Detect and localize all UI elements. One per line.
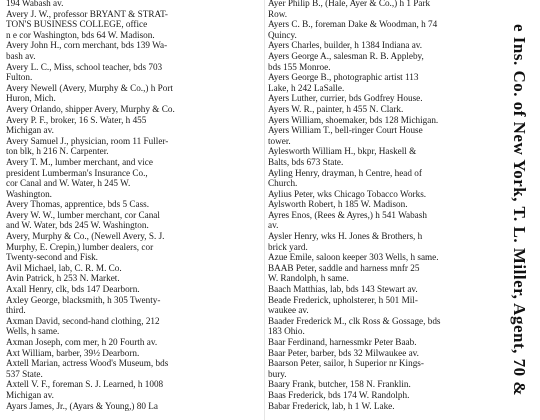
directory-entry xyxy=(268,0,498,19)
entry-line: Avery Orlando, shipper Avery, Murphy & Co. xyxy=(6,103,175,114)
entry-line: Aysler Henry, wks H. Jones & Brothers, h xyxy=(268,231,423,242)
entry-line: Twenty-second and Fisk. xyxy=(6,252,98,263)
entry-line: 183 Ohio. xyxy=(268,326,305,337)
directory-entry xyxy=(268,189,498,200)
entry-line: Axtell Marian, actress Wood's Museum, bds xyxy=(6,358,169,369)
directory-entry xyxy=(268,104,498,115)
directory-entry xyxy=(6,337,262,348)
directory-entry xyxy=(6,263,262,274)
directory-entry xyxy=(268,284,498,295)
column-divider xyxy=(264,0,265,420)
directory-entry xyxy=(268,51,498,72)
directory-entry xyxy=(6,0,262,9)
entry-line: av. xyxy=(268,220,279,231)
entry-line: Baader Frederick M., clk Ross & Gossage, bds xyxy=(268,315,441,326)
entry-line: Avil Michael, lab, C. R. M. Co. xyxy=(6,262,122,273)
directory-entry xyxy=(268,115,498,126)
directory-entry xyxy=(6,210,262,231)
entry-line: Beade Frederick, upholsterer, h 501 Mil- xyxy=(268,294,418,305)
entry-line: Ayers Luther, currier, bds Godfrey House. xyxy=(268,93,423,104)
margin-advertisement-text: e Ins. Co. of New York, T. L. Miller, Agent, 70 & xyxy=(510,23,529,397)
entry-line: 537 State. xyxy=(6,368,43,379)
entry-line: Axtell V. F., foreman S. J. Learned, h 1008 xyxy=(6,379,164,390)
directory-entry xyxy=(6,358,262,379)
entry-line: Avery John H., corn merchant, bds 139 Wa- xyxy=(6,40,168,51)
entry-line: Avery, Murphy & Co., (Newell Avery, S. J. xyxy=(6,231,165,242)
entry-line: Baarson Peter, sailor, h Superior nr Kings- xyxy=(268,358,424,369)
entry-line: Azue Emile, saloon keeper 303 Wells, h same. xyxy=(268,252,439,263)
entry-line: W. Randolph, h same. xyxy=(268,273,349,284)
entry-line: bury. xyxy=(268,368,287,379)
directory-entry xyxy=(268,295,498,316)
directory-entry xyxy=(268,390,498,401)
entry-line: Huron, Mich. xyxy=(6,93,56,104)
entry-line: Ayers W. R., painter, h 455 N. Clark. xyxy=(268,103,404,114)
entry-line: Washington. xyxy=(6,188,52,199)
directory-entry xyxy=(268,125,498,146)
entry-line: Avery Thomas, apprentice, bds 5 Cass. xyxy=(6,199,150,210)
directory-entry xyxy=(6,273,262,284)
directory-entry xyxy=(6,379,262,400)
entry-line: Avery Samuel J., physician, room 11 Fuller- xyxy=(6,135,169,146)
entry-line: BAAB Peter, saddle and harness mnfr 25 xyxy=(268,262,420,273)
directory-entry xyxy=(6,40,262,61)
entry-line: Fulton. xyxy=(6,72,33,83)
directory-entry xyxy=(268,93,498,104)
entry-line: Ayers William, shoemaker, bds 128 Michigan. xyxy=(268,114,439,125)
right-column xyxy=(268,0,498,411)
directory-entry xyxy=(268,199,498,210)
margin-advertisement xyxy=(504,0,534,420)
directory-entry xyxy=(6,401,262,412)
entry-line: Lake, h 242 LaSalle. xyxy=(268,82,345,93)
entry-line: Michigan av. xyxy=(6,389,54,400)
entry-line: Avin Patrick, h 253 N. Market. xyxy=(6,273,120,284)
entry-line: third. xyxy=(6,305,26,316)
entry-line: Ayer Philip B., (Hale, Ayer & Co.,) h 1 Park xyxy=(268,0,431,8)
entry-line: Axman Joseph, com mer, h 20 Fourth av. xyxy=(6,337,158,347)
entry-line: Avery P. F., broker, 16 S. Water, h 455 xyxy=(6,114,147,125)
directory-entry xyxy=(268,379,498,390)
entry-line: cor Canal and W. Water, h 245 W. xyxy=(6,178,131,189)
entry-line: Ayling Henry, drayman, h Centre, head of xyxy=(268,167,422,178)
entry-line: Balts, bds 673 State. xyxy=(268,156,344,167)
directory-entry xyxy=(268,401,498,412)
entry-line: Aylsworth Robert, h 185 W. Madison. xyxy=(268,199,408,210)
directory-entry xyxy=(268,348,498,359)
directory-entry xyxy=(6,157,262,199)
entry-line: Baach Matthias, lab, bds 143 Stewart av. xyxy=(268,284,418,295)
directory-entry xyxy=(6,348,262,359)
directory-entry xyxy=(268,72,498,93)
entry-line: Avery L. C., Miss, school teacher, bds 703 xyxy=(6,61,163,72)
entry-line: Ayres Enos, (Rees & Ayres,) h 541 Wabash xyxy=(268,209,427,220)
directory-entry xyxy=(6,83,262,104)
entry-line: bds 155 Monroe. xyxy=(268,61,331,72)
entry-line: president Lumberman's Insurance Co., xyxy=(6,167,148,178)
entry-line: Axt William, barber, 39½ Dearborn. xyxy=(6,347,140,358)
directory-entry xyxy=(268,168,498,189)
directory-entry xyxy=(6,9,262,41)
directory-entry xyxy=(268,252,498,263)
entry-line: Ayers George B., photographic artist 113 xyxy=(268,72,419,83)
directory-entry xyxy=(268,210,498,231)
entry-line: Wells, h same. xyxy=(6,326,60,337)
entry-line: Ayars James, Jr., (Ayars & Young,) 80 La xyxy=(6,400,158,411)
left-column xyxy=(6,0,262,411)
directory-entry xyxy=(6,284,262,295)
directory-entry xyxy=(268,358,498,379)
entry-line: Babar Frederick, lab, h 1 W. Lake. xyxy=(268,400,395,411)
directory-entry xyxy=(268,263,498,284)
entry-line: Quincy. xyxy=(268,29,297,40)
directory-entry xyxy=(268,40,498,51)
entry-line: Baar Ferdinand, harnessmkr Peter Baab. xyxy=(268,337,417,347)
entry-line: Avery J. W., professor BRYANT & STRAT- xyxy=(6,8,168,19)
entry-line: Ayers George A., salesman R. B. Appleby, xyxy=(268,50,424,61)
entry-line: Murphy, E. Crepin,) lumber dealers, cor xyxy=(6,241,154,252)
entry-line: Baas Frederick, bds 174 W. Randolph. xyxy=(268,389,410,400)
entry-line: Axman David, second-hand clothing, 212 xyxy=(6,315,160,326)
entry-line: Baar Peter, barber, bds 32 Milwaukee av. xyxy=(268,347,419,358)
entry-line: Avery W. W., lumber merchant, cor Canal xyxy=(6,209,160,220)
entry-line: Ayers Charles, builder, h 1384 Indiana av. xyxy=(268,40,423,51)
entry-line: brick yard. xyxy=(268,241,308,252)
entry-line: Aylius Peter, wks Chicago Tobacco Works. xyxy=(268,188,427,199)
directory-entry xyxy=(268,231,498,252)
entry-line: bash av. xyxy=(6,50,36,61)
entry-line: Avery Newell (Avery, Murphy & Co.,) h Port xyxy=(6,82,173,93)
entry-line: and W. Water, bds 245 W. Washington. xyxy=(6,220,149,231)
directory-entry xyxy=(268,19,498,40)
entry-line: Axley George, blacksmith, h 305 Twenty- xyxy=(6,294,161,305)
entry-line: Axall Henry, clk, bds 147 Dearborn. xyxy=(6,284,140,295)
directory-entry xyxy=(268,337,498,348)
directory-entry xyxy=(268,146,498,167)
entry-line: 194 Wabash av. xyxy=(6,0,64,8)
entry-line: ton blk, h 216 N. Carpenter. xyxy=(6,146,109,157)
entry-line: Church. xyxy=(268,178,298,189)
entry-line: waukee av. xyxy=(268,305,309,316)
directory-entry xyxy=(6,62,262,83)
directory-entry xyxy=(6,231,262,263)
entry-line: n e cor Washington, bds 64 W. Madison. xyxy=(6,29,155,40)
entry-line: Row. xyxy=(268,8,288,19)
directory-entry xyxy=(6,316,262,337)
directory-entry xyxy=(6,136,262,157)
entry-line: tower. xyxy=(268,135,291,146)
entry-line: Avery T. M., lumber merchant, and vice xyxy=(6,156,153,167)
directory-entry xyxy=(6,295,262,316)
entry-line: Baary Frank, butcher, 158 N. Franklin. xyxy=(268,379,411,390)
directory-entry xyxy=(6,199,262,210)
entry-line: Michigan av. xyxy=(6,125,54,136)
directory-entry xyxy=(6,104,262,115)
directory-entry xyxy=(6,115,262,136)
directory-entry xyxy=(268,316,498,337)
entry-line: Ayers William T., bell-ringer Court House xyxy=(268,125,423,136)
entry-line: Aylesworth William H., bkpr, Haskell & xyxy=(268,146,417,157)
entry-line: Ayers C. B., foreman Dake & Woodman, h 74 xyxy=(268,19,438,30)
entry-line: TON'S BUSINESS COLLEGE, office xyxy=(6,19,148,30)
